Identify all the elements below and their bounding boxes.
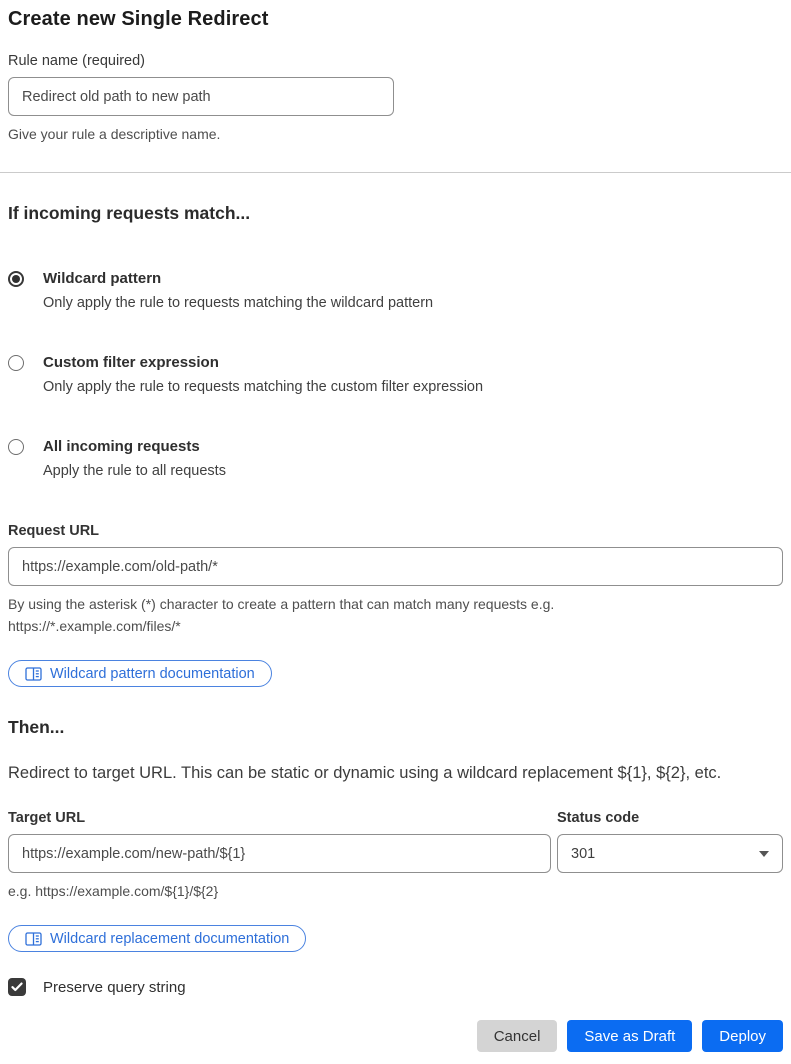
preserve-query-string-label: Preserve query string: [43, 978, 186, 996]
radio-option-wildcard-pattern[interactable]: [8, 270, 783, 311]
request-url-helper-line1: By using the asterisk (*) character to create a pattern that can match many requests e.g.: [8, 596, 555, 612]
request-url-section: [8, 523, 783, 687]
match-section-heading: If incoming requests match...: [8, 203, 251, 223]
open-book-icon: [25, 667, 42, 681]
preserve-query-string-row[interactable]: [8, 978, 783, 996]
target-url-column: [8, 810, 551, 902]
radio-option-description: Only apply the rule to requests matching the custom filter expression: [43, 379, 484, 395]
status-code-label: Status code: [557, 810, 640, 826]
status-code-select[interactable]: [557, 834, 783, 873]
radio-option-description: Only apply the rule to requests matching the wildcard pattern: [43, 295, 434, 311]
target-url-label: Target URL: [8, 810, 86, 826]
target-url-helper: e.g. https://example.com/${1}/${2}: [8, 883, 219, 899]
rule-name-helper: Give your rule a descriptive name.: [8, 126, 221, 142]
status-code-column: [557, 810, 783, 902]
radio-button-icon[interactable]: [8, 355, 24, 371]
request-url-input[interactable]: [8, 547, 783, 586]
then-section-heading: Then...: [8, 717, 65, 737]
wildcard-replacement-documentation-button[interactable]: [8, 925, 306, 952]
request-url-helper: [8, 593, 783, 637]
chevron-down-icon: [759, 851, 769, 857]
radio-option-description: Apply the rule to all requests: [43, 463, 226, 479]
form-action-bar: [8, 1020, 783, 1052]
save-as-draft-button[interactable]: Save as Draft: [567, 1020, 692, 1052]
request-url-label: Request URL: [8, 523, 100, 539]
deploy-button[interactable]: Deploy: [702, 1020, 783, 1052]
rule-name-label: Rule name (required): [8, 53, 146, 69]
request-url-helper-line2: https://*.example.com/files/*: [8, 618, 181, 634]
rule-name-input[interactable]: [8, 77, 394, 116]
section-divider: [0, 172, 791, 173]
radio-option-label: Wildcard pattern: [43, 270, 162, 287]
open-book-icon: [25, 932, 42, 946]
radio-option-label: All incoming requests: [43, 438, 200, 455]
cancel-button[interactable]: Cancel: [477, 1020, 558, 1052]
radio-option-all-incoming-requests[interactable]: [8, 438, 783, 479]
wildcard-pattern-documentation-button[interactable]: [8, 660, 272, 687]
radio-option-text: [43, 438, 226, 479]
match-type-radio-group: [8, 270, 783, 479]
doc-button-label: Wildcard replacement documentation: [50, 930, 290, 947]
radio-option-label: Custom filter expression: [43, 354, 219, 371]
target-status-row: [8, 810, 783, 902]
rule-name-section: [8, 53, 783, 145]
doc-button-label: Wildcard pattern documentation: [50, 665, 255, 682]
radio-button-icon[interactable]: [8, 271, 24, 287]
checkbox-checked-icon[interactable]: [8, 978, 26, 996]
radio-option-text: [43, 270, 433, 311]
status-code-value: 301: [571, 845, 596, 862]
radio-option-custom-filter-expression[interactable]: [8, 354, 783, 395]
then-section-description: Redirect to target URL. This can be static or dynamic using a wildcard replacement ${1}, ${2}, etc.: [8, 764, 722, 782]
radio-option-text: [43, 354, 483, 395]
target-url-input[interactable]: [8, 834, 551, 873]
page-title: Create new Single Redirect: [8, 8, 269, 30]
radio-button-icon[interactable]: [8, 439, 24, 455]
